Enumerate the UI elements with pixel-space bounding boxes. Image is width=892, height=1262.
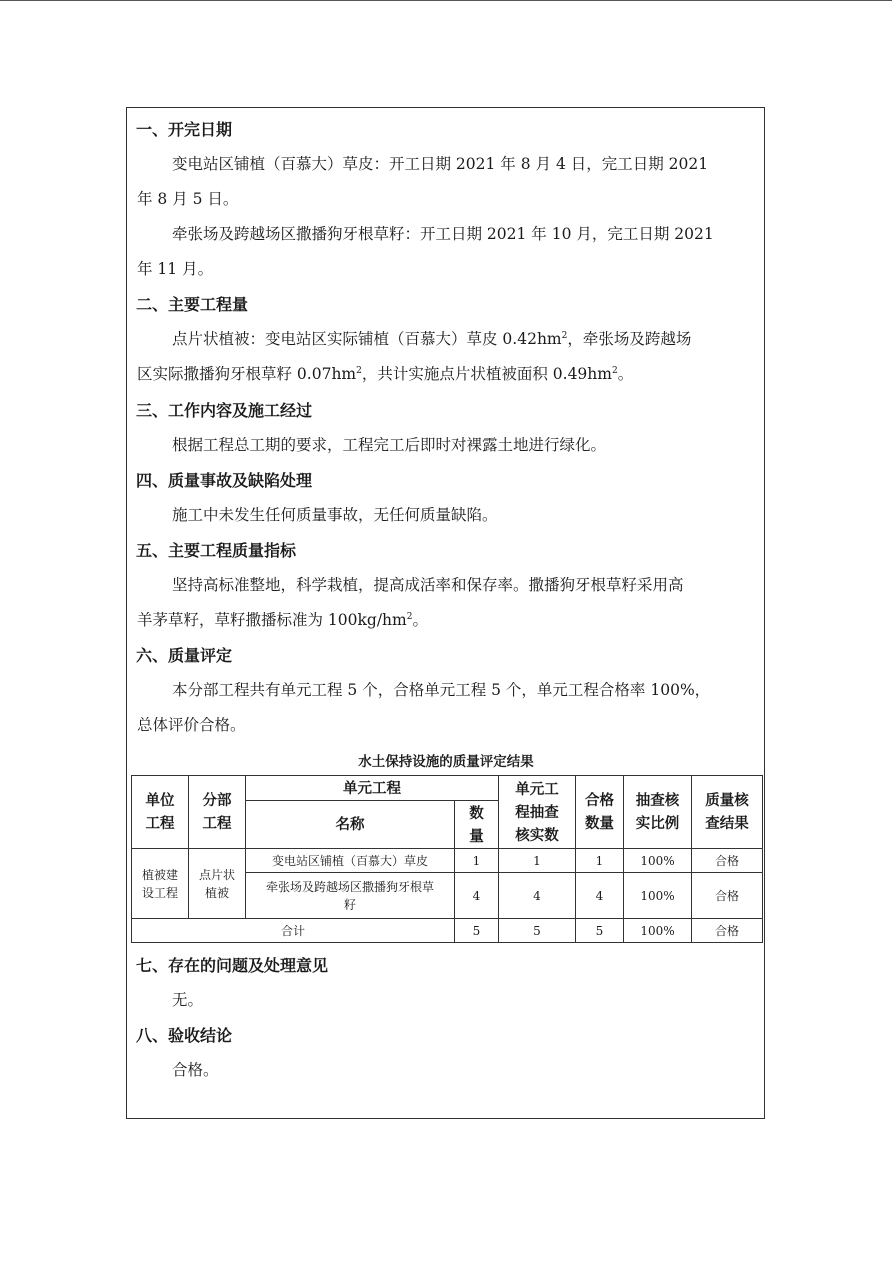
section-6-line-2: 总体评价合格。	[137, 716, 246, 734]
section-2-line-2: 区实际撒播狗牙根草籽 $0.07hm^2$，共计实施点片状植被面积 $0.49hm^2$。	[137, 365, 634, 383]
section-5-title: 五、主要工程质量指标	[136, 541, 297, 560]
section-2-title: 二、主要工程量	[136, 295, 249, 314]
row-qty: 1	[455, 849, 499, 873]
table-row	[132, 849, 763, 873]
section-2-line-1: 点片状植被：变电站区实际铺植（百慕大）草皮 $0.42hm^2$，牵张场及跨越场	[172, 330, 692, 348]
section-4-para: 施工中未发生任何质量事故，无任何质量缺陷。	[172, 506, 498, 524]
table-total-row	[132, 919, 763, 943]
row-passed: 1	[576, 849, 624, 873]
total-result: 合格	[692, 919, 763, 943]
section-4-title: 四、质量事故及缺陷处理	[136, 471, 313, 490]
row-qty: 4	[455, 873, 499, 919]
total-passed: 5	[576, 919, 624, 943]
section-5-line-1: 坚持高标准整地，科学栽植，提高成活率和保存率。撒播狗牙根草籽采用高	[172, 576, 684, 594]
group-unit-project: 植被建 设工程	[132, 849, 189, 919]
header-checked: 单元工 程抽查 核实数	[499, 776, 576, 849]
row-passed: 4	[576, 873, 624, 919]
row-checked: 1	[499, 849, 576, 873]
section-7-para: 无。	[172, 991, 204, 1009]
page-top-border	[0, 0, 892, 1]
total-label: 合计	[132, 919, 455, 943]
total-ratio: 100%	[624, 919, 692, 943]
header-result: 质量核 查结果	[692, 776, 763, 849]
header-name: 名称	[246, 801, 455, 849]
section-6-title: 六、质量评定	[136, 646, 233, 665]
row-result: 合格	[692, 873, 763, 919]
section-7-title: 七、存在的问题及处理意见	[136, 956, 329, 975]
table-caption: 水土保持设施的质量评定结果	[358, 754, 534, 770]
section-3-title: 三、工作内容及施工经过	[136, 401, 313, 420]
row-name: 变电站区铺植（百慕大）草皮	[246, 849, 455, 873]
quality-table	[131, 775, 763, 943]
header-sub-project: 分部 工程	[189, 776, 246, 849]
header-unit-project: 单位 工程	[132, 776, 189, 849]
section-6-line-1: 本分部工程共有单元工程 5 个，合格单元工程 5 个，单元工程合格率 100%，	[172, 681, 711, 699]
section-5-line-2: 羊茅草籽，草籽撒播标准为 $100kg/hm^2$。	[137, 611, 428, 629]
header-qty: 数 量	[455, 801, 499, 849]
row-ratio: 100%	[624, 849, 692, 873]
section-8-para: 合格。	[172, 1061, 219, 1079]
row-name: 牵张场及跨越场区撒播狗牙根草 籽	[246, 873, 455, 919]
section-1-para-1-line-2: 年 8 月 5 日。	[137, 190, 239, 208]
section-1-para-2-line-1: 牵张场及跨越场区撒播狗牙根草籽：开工日期 2021 年 10 月，完工日期 2021	[172, 225, 714, 243]
section-8-title: 八、验收结论	[136, 1026, 233, 1045]
section-3-para: 根据工程总工期的要求，工程完工后即时对裸露土地进行绿化。	[172, 436, 607, 454]
total-qty: 5	[455, 919, 499, 943]
row-checked: 4	[499, 873, 576, 919]
row-result: 合格	[692, 849, 763, 873]
section-1-para-2-line-2: 年 11 月。	[137, 260, 214, 278]
header-unit-work: 单元工程	[246, 776, 499, 801]
header-ratio: 抽查核 实比例	[624, 776, 692, 849]
row-ratio: 100%	[624, 873, 692, 919]
group-sub-project: 点片状 植被	[189, 849, 246, 919]
total-checked: 5	[499, 919, 576, 943]
section-1-title: 一、开完日期	[136, 120, 233, 139]
section-1-para-1-line-1: 变电站区铺植（百慕大）草皮：开工日期 2021 年 8 月 4 日，完工日期 2021	[172, 155, 709, 173]
header-passed: 合格 数量	[576, 776, 624, 849]
